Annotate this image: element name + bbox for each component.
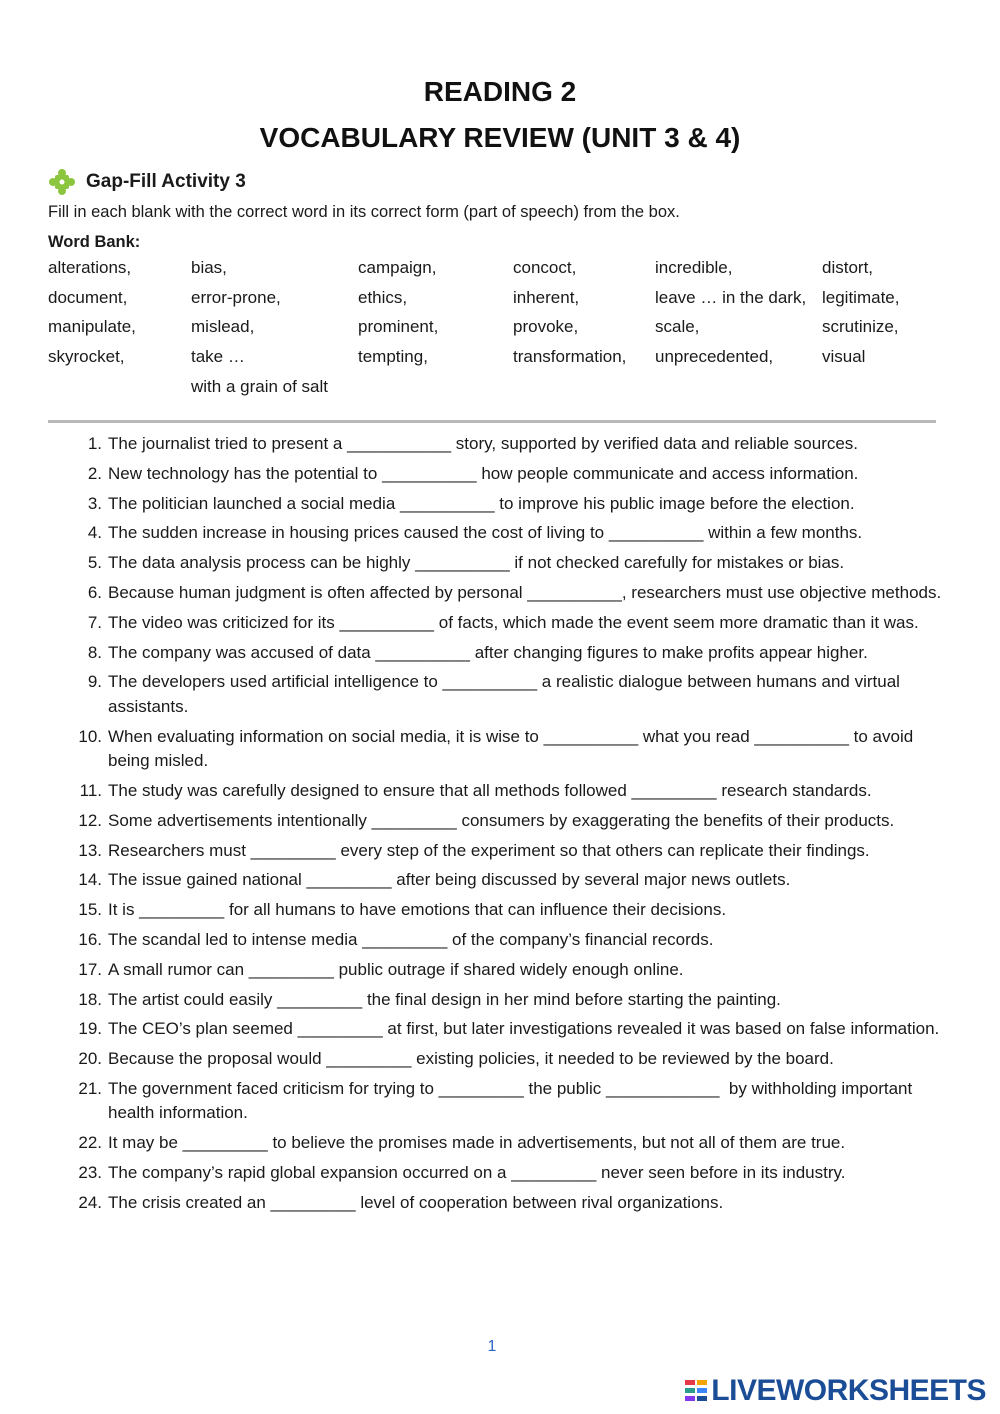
word-bank-item: ethics, — [358, 287, 408, 307]
page-title-line2: VOCABULARY REVIEW (UNIT 3 & 4) — [259, 122, 741, 153]
word-bank-item: bias, — [191, 258, 227, 277]
question-text: The company’s rapid global expansion occurred on a _________ never seen before in its industry. — [108, 1163, 846, 1183]
page-number: 1 — [487, 1338, 497, 1355]
question-text: New technology has the potential to __________ how people communicate and access information. — [108, 463, 859, 483]
question-list — [70, 432, 950, 1221]
question-item — [70, 928, 950, 953]
question-number: 19. — [78, 1019, 102, 1039]
brand-logo[interactable] — [684, 1374, 986, 1408]
question-text: The sudden increase in housing prices caused the cost of living to __________ within a few months. — [108, 523, 863, 543]
question-item — [70, 1191, 950, 1216]
word-bank-item: unprecedented, — [655, 347, 774, 367]
instruction-text: Fill in each blank with the correct word in its correct form (part of speech) from the box. — [48, 203, 680, 221]
word-bank — [48, 256, 948, 404]
divider — [48, 420, 936, 423]
word-bank-item: with a grain of salt — [191, 376, 329, 396]
question-text: It is _________ for all humans to have emotions that can influence their decisions. — [108, 900, 727, 920]
question-number: 22. — [78, 1133, 102, 1153]
question-number: 18. — [78, 989, 102, 1009]
question-number: 11. — [79, 780, 102, 800]
question-item — [70, 551, 950, 576]
question-text: Researchers must _________ every step of the experiment so that others can replicate their findings. — [108, 840, 870, 860]
liveworksheets-logo-icon — [684, 1378, 708, 1404]
question-number: 4. — [87, 523, 102, 543]
question-item — [70, 779, 950, 804]
word-bank-item: visual — [822, 347, 866, 367]
brand-name: LIVEWORKSHEETS — [711, 1374, 986, 1407]
question-text: Because human judgment is often affected by personal __________, researchers must use objective methods. — [108, 582, 942, 602]
word-bank-row — [48, 315, 948, 345]
puzzle-piece-icon — [48, 168, 76, 196]
question-number: 16. — [78, 929, 102, 949]
question-number: 21. — [78, 1078, 102, 1098]
word-bank-row — [48, 286, 948, 316]
word-bank-row — [48, 345, 948, 375]
question-text: The CEO’s plan seemed _________ at first, but later investigations revealed it was based on false information. — [108, 1019, 940, 1039]
question-item — [70, 611, 950, 636]
question-text: The journalist tried to present a ___________ story, supported by verified data and reliable sources. — [108, 434, 859, 453]
question-number: 15. — [78, 900, 102, 920]
word-bank-item: inherent, — [513, 287, 580, 307]
question-number: 20. — [78, 1049, 102, 1069]
word-bank-item: mislead, — [191, 317, 255, 337]
question-item — [70, 898, 950, 923]
word-bank-label: Word Bank: — [48, 233, 141, 251]
word-bank-item: scale, — [655, 317, 700, 337]
section-heading — [48, 168, 246, 196]
question-text: Because the proposal would _________ existing policies, it needed to be reviewed by the board. — [108, 1049, 834, 1069]
question-number: 5. — [87, 553, 102, 573]
question-text: The crisis created an _________ level of cooperation between rival organizations. — [108, 1192, 724, 1212]
word-bank-row — [48, 375, 948, 405]
question-number: 9. — [87, 672, 102, 692]
question-text: The government faced criticism for trying to _________ the public ____________ by withholding important health information. — [108, 1078, 917, 1123]
word-bank-item: manipulate, — [48, 317, 136, 337]
question-item — [70, 1047, 950, 1072]
question-item — [70, 839, 950, 864]
question-item — [70, 1077, 950, 1126]
question-text: The developers used artificial intelligence to __________ a realistic dialogue between humans and virtual assistants. — [108, 672, 905, 716]
question-item — [70, 462, 950, 487]
question-item — [70, 1131, 950, 1156]
question-number: 8. — [87, 642, 102, 662]
word-bank-item: alterations, — [48, 258, 132, 277]
question-text: The artist could easily _________ the final design in her mind before starting the painting. — [108, 989, 781, 1009]
question-text: It may be _________ to believe the promises made in advertisements, but not all of them are true. — [108, 1133, 846, 1153]
question-item — [70, 725, 950, 774]
question-text: The data analysis process can be highly __________ if not checked carefully for mistakes or bias. — [108, 553, 845, 573]
question-text: The video was criticized for its __________ of facts, which made the event seem more dramatic than it was. — [108, 612, 919, 632]
word-bank-item: provoke, — [513, 317, 579, 337]
word-bank-item: leave … in the dark, — [655, 287, 807, 307]
word-bank-item: transformation, — [513, 347, 627, 367]
question-number: 3. — [87, 493, 102, 513]
question-item — [70, 521, 950, 546]
question-text: The study was carefully designed to ensure that all methods followed _________ research standards. — [108, 780, 872, 800]
word-bank-item: take … — [191, 347, 245, 367]
question-text: The issue gained national _________ after being discussed by several major news outlets. — [108, 870, 791, 890]
question-number: 2. — [87, 463, 102, 483]
question-text: The scandal led to intense media _________ of the company’s financial records. — [108, 929, 714, 949]
question-text: A small rumor can _________ public outrage if shared widely enough online. — [108, 959, 684, 979]
question-item — [70, 432, 950, 457]
question-number: 1. — [87, 434, 102, 453]
question-number: 13. — [78, 840, 102, 860]
word-bank-item: incredible, — [655, 258, 733, 277]
question-item — [70, 581, 950, 606]
word-bank-item: concoct, — [513, 258, 577, 277]
question-number: 23. — [78, 1163, 102, 1183]
question-item — [70, 1017, 950, 1042]
question-item — [70, 809, 950, 834]
question-item — [70, 988, 950, 1013]
question-item — [70, 492, 950, 517]
word-bank-item: tempting, — [358, 347, 428, 367]
question-item — [70, 958, 950, 983]
word-bank-item: legitimate, — [822, 287, 900, 307]
question-item — [70, 868, 950, 893]
question-text: The politician launched a social media __________ to improve his public image before the election. — [108, 493, 855, 513]
question-number: 6. — [87, 582, 102, 602]
word-bank-item: distort, — [822, 258, 874, 277]
word-bank-item: skyrocket, — [48, 347, 125, 367]
question-number: 12. — [78, 810, 102, 830]
word-bank-item: campaign, — [358, 258, 437, 277]
word-bank-item: prominent, — [358, 317, 439, 337]
word-bank-row — [48, 256, 948, 286]
question-text: Some advertisements intentionally _________ consumers by exaggerating the benefits of their products. — [108, 810, 895, 830]
question-text: The company was accused of data __________ after changing figures to make profits appear higher. — [108, 642, 868, 662]
question-item — [70, 1161, 950, 1186]
question-number: 17. — [78, 959, 102, 979]
page-title-line1: READING 2 — [423, 76, 577, 107]
word-bank-item: error-prone, — [191, 287, 281, 307]
word-bank-item: document, — [48, 287, 128, 307]
question-number: 14. — [78, 870, 102, 890]
question-item — [70, 641, 950, 666]
section-title: Gap-Fill Activity 3 — [86, 171, 246, 192]
question-number: 10. — [78, 726, 102, 746]
question-item — [70, 670, 950, 719]
question-number: 7. — [87, 612, 102, 632]
question-number: 24. — [78, 1192, 102, 1212]
word-bank-item: scrutinize, — [822, 317, 899, 337]
question-text: When evaluating information on social media, it is wise to __________ what you read __________ to avoid being misled. — [108, 726, 918, 771]
